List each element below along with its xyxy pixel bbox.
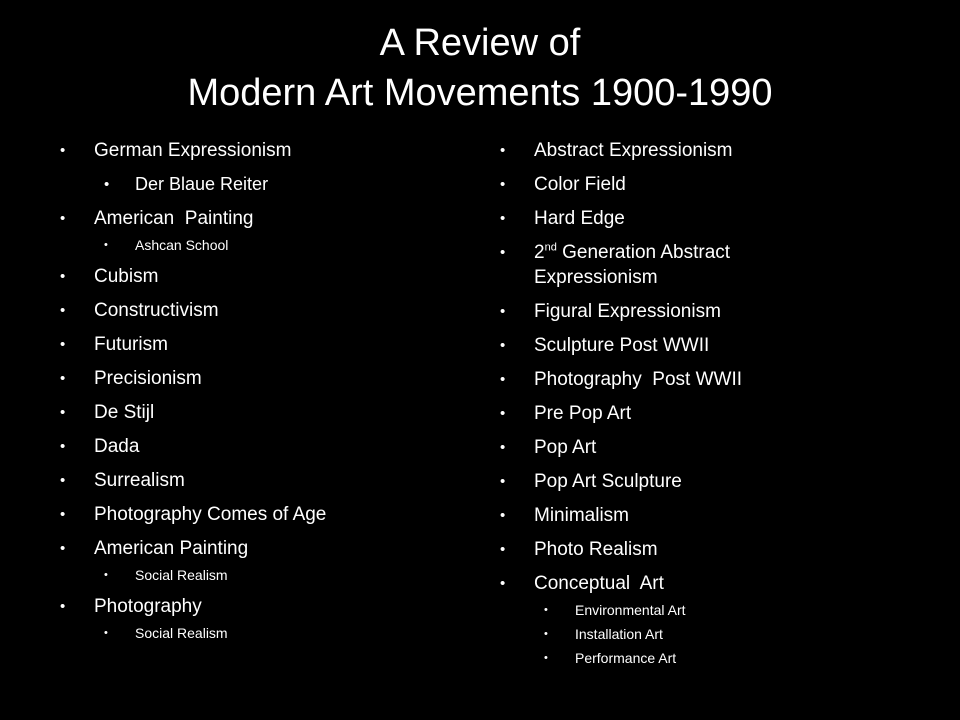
list-item-label: American Painting — [94, 208, 254, 229]
bullet-icon: • — [60, 210, 66, 227]
list-item — [60, 235, 460, 255]
list-item-label: Color Field — [534, 174, 626, 195]
bullet-icon: • — [500, 244, 506, 261]
list-item — [60, 565, 460, 585]
list-item-label: Expressionism — [534, 267, 658, 288]
list-item-label: Environmental Art — [575, 602, 686, 618]
left-bullet-list — [60, 138, 460, 643]
bullet-icon: • — [500, 142, 506, 159]
list-item-label: American Painting — [94, 538, 249, 559]
list-item — [60, 468, 460, 493]
superscript: nd — [544, 241, 557, 254]
list-item-label: Ashcan School — [135, 237, 229, 253]
list-item-label: Generation Abstract — [556, 242, 731, 263]
list-item-label: 2 — [534, 242, 545, 263]
bullet-icon: • — [60, 302, 66, 319]
bullet-icon: • — [60, 598, 66, 615]
bullet-icon: • — [544, 652, 548, 664]
list-item — [60, 502, 460, 527]
list-item — [500, 537, 940, 562]
title-line-1: A Review of — [379, 22, 581, 64]
list-item — [500, 333, 940, 358]
list-item — [60, 172, 460, 197]
list-item — [60, 206, 460, 231]
list-item-label: Dada — [94, 436, 140, 457]
bullet-icon: • — [500, 575, 506, 592]
bullet-icon: • — [500, 541, 506, 558]
bullet-icon: • — [60, 370, 66, 387]
list-item-label: Abstract Expressionism — [534, 140, 733, 161]
list-item — [500, 401, 940, 426]
list-item-label: Precisionism — [94, 368, 202, 389]
bullet-icon: • — [60, 336, 66, 353]
list-item — [500, 299, 940, 324]
list-item — [500, 571, 940, 596]
list-item-label: Conceptual Art — [534, 573, 664, 594]
bullet-icon: • — [104, 176, 110, 193]
bullet-icon: • — [500, 337, 506, 354]
bullet-icon: • — [104, 239, 108, 251]
list-item — [500, 435, 940, 460]
list-item — [60, 434, 460, 459]
list-item-label: Surrealism — [94, 470, 185, 491]
list-item — [60, 536, 460, 561]
list-item-label: Performance Art — [575, 650, 677, 666]
list-item — [500, 138, 940, 163]
list-item-label: Social Realism — [135, 567, 228, 583]
list-item — [500, 240, 940, 290]
list-item-label: Photography Comes of Age — [94, 504, 327, 525]
bullet-icon: • — [500, 439, 506, 456]
list-item — [60, 298, 460, 323]
bullet-icon: • — [544, 628, 548, 640]
bullet-icon: • — [104, 569, 108, 581]
list-item-label: De Stijl — [94, 402, 155, 423]
bullet-icon: • — [500, 473, 506, 490]
bullet-icon: • — [500, 210, 506, 227]
right-bullet-list — [500, 138, 940, 668]
list-item — [500, 469, 940, 494]
bullet-icon: • — [60, 404, 66, 421]
list-item-label: Constructivism — [94, 300, 219, 321]
bullet-icon: • — [60, 438, 66, 455]
bullet-icon: • — [500, 303, 506, 320]
bullet-icon: • — [500, 176, 506, 193]
list-item-label: German Expressionism — [94, 140, 292, 161]
list-item — [60, 366, 460, 391]
list-item-label: Pop Art — [534, 437, 597, 458]
list-item-label: Der Blaue Reiter — [135, 174, 269, 194]
bullet-icon: • — [60, 506, 66, 523]
bullet-icon: • — [60, 472, 66, 489]
list-item-label: Photography Post WWII — [534, 369, 743, 390]
list-item — [60, 138, 460, 163]
list-item-label: Social Realism — [135, 625, 228, 641]
list-item — [500, 600, 940, 620]
list-item — [60, 594, 460, 619]
list-item-label: Hard Edge — [534, 208, 625, 229]
list-item — [500, 367, 940, 392]
list-item-label: Figural Expressionism — [534, 301, 721, 322]
list-item — [60, 332, 460, 357]
list-item — [500, 172, 940, 197]
bullet-icon: • — [60, 268, 66, 285]
list-item-label: Sculpture Post WWII — [534, 335, 710, 356]
list-item-label: Minimalism — [534, 505, 629, 526]
title-line-2: Modern Art Movements 1900-1990 — [187, 72, 773, 114]
list-item-label: Pre Pop Art — [534, 403, 632, 424]
list-item — [500, 648, 940, 668]
list-item-label: Photography — [94, 596, 202, 617]
bullet-icon: • — [60, 142, 66, 159]
list-item — [500, 624, 940, 644]
bullet-icon: • — [544, 604, 548, 616]
bullet-icon: • — [500, 405, 506, 422]
list-item — [60, 264, 460, 289]
list-item — [60, 623, 460, 643]
list-item-label: Installation Art — [575, 626, 663, 642]
bullet-icon: • — [60, 540, 66, 557]
list-item-label: Cubism — [94, 266, 159, 287]
list-item — [500, 503, 940, 528]
list-item-label: Futurism — [94, 334, 168, 355]
list-item — [500, 206, 940, 231]
slide-title — [0, 18, 960, 118]
bullet-icon: • — [104, 627, 108, 639]
list-item-label: Photo Realism — [534, 539, 658, 560]
bullet-icon: • — [500, 507, 506, 524]
bullet-icon: • — [500, 371, 506, 388]
list-item-label: Pop Art Sculpture — [534, 471, 682, 492]
list-item — [60, 400, 460, 425]
